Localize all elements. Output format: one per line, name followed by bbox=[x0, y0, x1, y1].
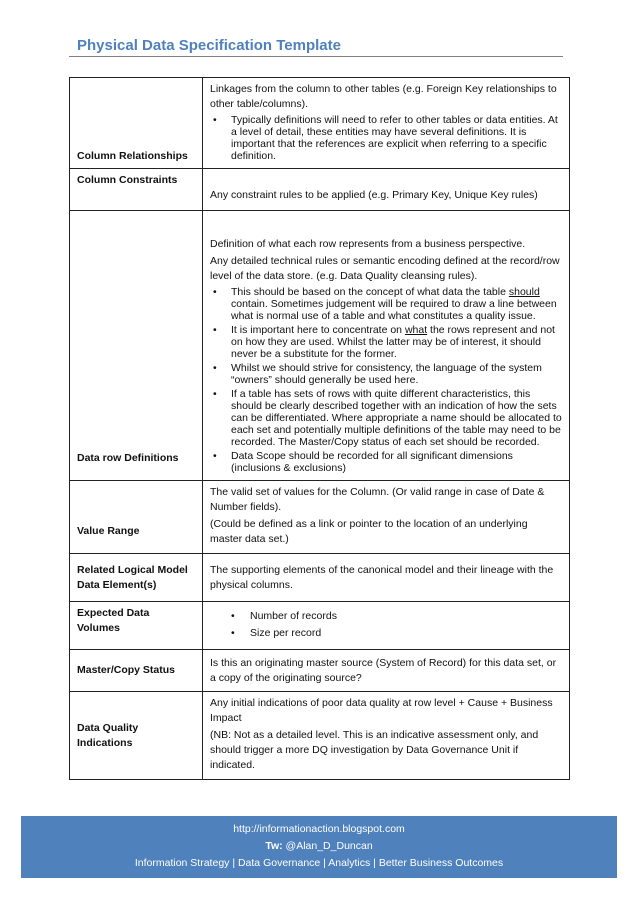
description-text: The supporting elements of the canonical model and their lineage with the physical columns. bbox=[210, 563, 554, 591]
table-row bbox=[70, 169, 570, 211]
bullet-item: • It is important here to concentrate on what the rows represent and not on how they are used. Whilst the latter may be of interest, it should never be a substitute for the former. bbox=[210, 324, 562, 360]
row-label: Column Constraints bbox=[70, 169, 203, 211]
bullet-item: • Size per record bbox=[210, 626, 562, 641]
row-label: Column Relationships bbox=[70, 78, 203, 169]
bullet-item: • This should be based on the concept of what data the table should contain. Sometimes judgement will be required to draw a line between what is normal use of a table and what constitutes a quality issue. bbox=[210, 286, 562, 322]
specification-table bbox=[69, 77, 570, 780]
table-row bbox=[70, 602, 570, 650]
bullet-item: • Data Scope should be recorded for all significant dimensions (inclusions & exclusions) bbox=[210, 450, 562, 474]
description-text: The valid set of values for the Column. (Or valid range in case of Date & Number fields). bbox=[210, 486, 545, 513]
row-description bbox=[203, 554, 570, 602]
description-text: Is this an originating master source (System of Record) for this data set, or a copy of the originating source? bbox=[210, 656, 557, 684]
row-description bbox=[203, 602, 570, 650]
bullet-item: • Number of records bbox=[210, 609, 562, 624]
table-row bbox=[70, 481, 570, 554]
table-row bbox=[70, 650, 570, 692]
row-label: Related Logical Model Data Element(s) bbox=[70, 554, 203, 602]
bullet-item: • Typically definitions will need to refer to other tables or data entities. At a level of detail, these entities may have several definitions. It is important that the references are explicit when referring to a specific definition. bbox=[210, 114, 562, 162]
table-row bbox=[70, 78, 570, 169]
row-label: Expected Data Volumes bbox=[70, 602, 203, 650]
table-row bbox=[70, 554, 570, 602]
bullet-list bbox=[210, 114, 562, 162]
title-divider bbox=[69, 56, 563, 57]
row-description bbox=[203, 78, 570, 169]
bullet-item: • If a table has sets of rows with quite different characteristics, this should be clearly described together with an indication of how the sets can be differentiated. Where appropriate a name should be allocated to each set and potentially multiple definitions of the table may need to be recorded. The Master/Copy status of each set should be recorded. bbox=[210, 388, 562, 448]
table-row bbox=[70, 211, 570, 481]
description-text: Any initial indications of poor data quality at row level + Cause + Business Impact bbox=[210, 697, 553, 724]
description-text: Linkages from the column to other tables (e.g. Foreign Key relationships to other table/columns). bbox=[210, 83, 557, 110]
row-description bbox=[203, 169, 570, 211]
row-description bbox=[203, 211, 570, 481]
row-label: Data Quality Indications bbox=[70, 692, 203, 780]
description-text: (Could be defined as a link or pointer to the location of an underlying master data set.) bbox=[210, 518, 528, 545]
description-text: Any constraint rules to be applied (e.g. Primary Key, Unique Key rules) bbox=[210, 189, 538, 201]
bullet-item: • Whilst we should strive for consistency, the language of the system “owners” should generally be used here. bbox=[210, 362, 562, 386]
row-label: Data row Definitions bbox=[70, 211, 203, 481]
row-description bbox=[203, 650, 570, 692]
description-text: (NB: Not as a detailed level. This is an indicative assessment only, and should trigger a more DQ investigation by Data Governance Unit if indicated. bbox=[210, 729, 539, 771]
twitter-label: Tw: bbox=[265, 840, 283, 852]
bullet-list bbox=[210, 286, 562, 474]
row-description bbox=[203, 692, 570, 780]
description-text: Any detailed technical rules or semantic encoding defined at the record/row level of the data store. (e.g. Data Quality cleansing rules). bbox=[210, 255, 560, 282]
row-label: Master/Copy Status bbox=[70, 650, 203, 692]
twitter-handle-link[interactable]: @Alan_D_Duncan bbox=[285, 840, 373, 852]
bullet-list bbox=[210, 609, 562, 641]
page-title: Physical Data Specification Template bbox=[77, 37, 341, 54]
footer-banner bbox=[21, 816, 617, 878]
row-label: Value Range bbox=[70, 481, 203, 554]
table-row bbox=[70, 692, 570, 780]
footer-twitter bbox=[21, 838, 617, 855]
description-text: Definition of what each row represents from a business perspective. bbox=[210, 238, 526, 250]
footer-tagline: Information Strategy | Data Governance | Analytics | Better Business Outcomes bbox=[134, 857, 504, 869]
footer-url-link[interactable]: http://informationaction.blogspot.com bbox=[233, 823, 405, 835]
row-description bbox=[203, 481, 570, 554]
